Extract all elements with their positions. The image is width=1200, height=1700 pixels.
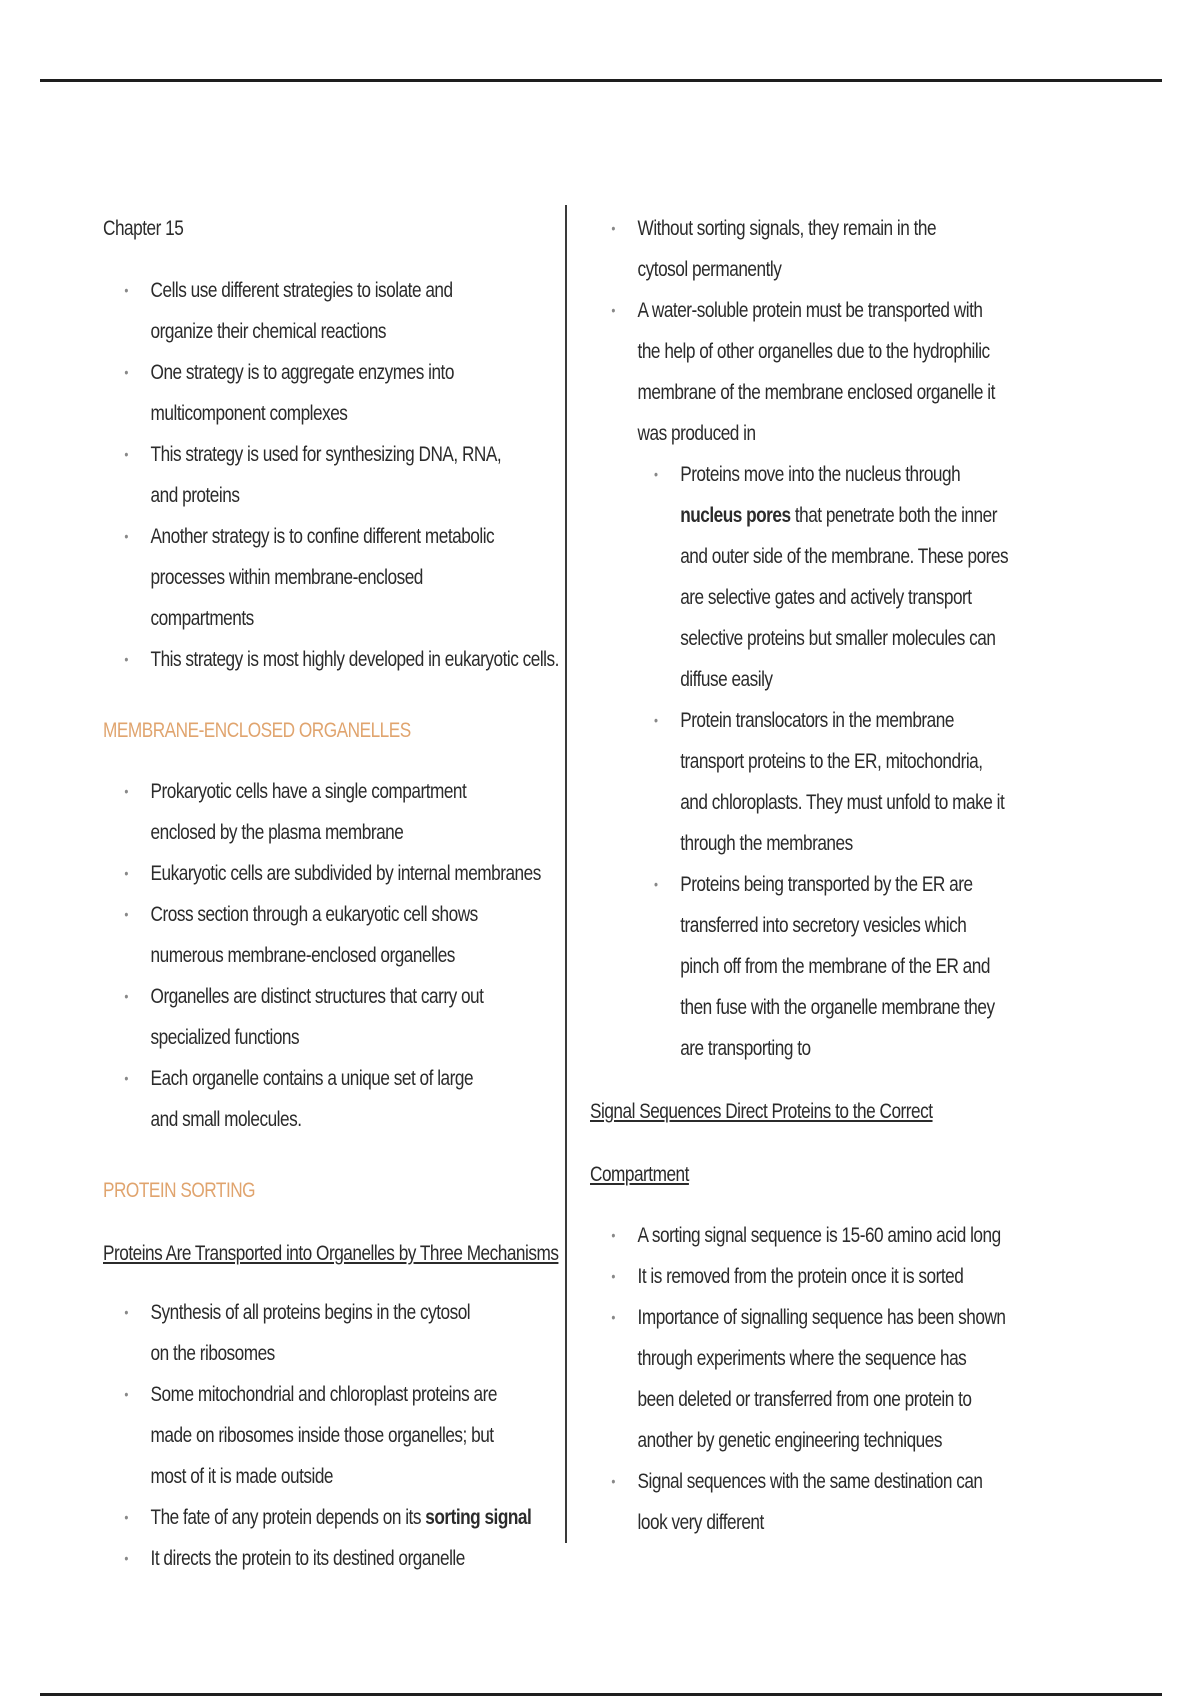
- list-item: • Signal sequences with the same destination can look very different: [590, 1461, 998, 1543]
- list-item: • Eukaryotic cells are subdivided by internal membranes: [103, 853, 561, 894]
- bullet-icon: •: [124, 1070, 128, 1086]
- bullet-icon: •: [124, 528, 128, 544]
- bullet-icon: •: [611, 1268, 615, 1284]
- top-bullet-list: [590, 208, 1074, 454]
- list-item: • Protein translocators in the membrane transport proteins to the ER, mitochondria, and chloroplasts. They must unfold to make it through the membranes: [633, 700, 1009, 864]
- left-column: [103, 208, 595, 1579]
- bullet-icon: •: [653, 876, 658, 892]
- sorting-signal-term: sorting signal: [425, 1506, 532, 1529]
- list-item: • Cross section through a eukaryotic cell shows numerous membrane-enclosed organelles: [103, 894, 495, 976]
- list-item: • Organelles are distinct structures that carry out specialized functions: [103, 976, 520, 1058]
- footer-rule: [40, 1693, 1162, 1696]
- section-heading-organelles: MEMBRANE-ENCLOSED ORGANELLES: [103, 719, 411, 742]
- intro-bullet-list: [103, 270, 595, 680]
- list-item: • A sorting signal sequence is 15-60 amino acid long: [590, 1215, 1048, 1256]
- list-item: • Proteins move into the nucleus through nucleus pores that penetrate both the inner and outer side of the membrane. These pores are selective gates and actively transport selective proteins but smaller molecules can diffuse easily: [633, 454, 1009, 700]
- bullet-icon: •: [611, 1227, 615, 1243]
- right-column: [590, 208, 1074, 1543]
- list-item: • Another strategy is to confine different metabolic processes within membrane-enclosed compartments: [103, 516, 515, 639]
- bullet-icon: •: [124, 651, 128, 667]
- bullet-icon: •: [611, 1473, 615, 1489]
- bullet-icon: •: [124, 1509, 128, 1525]
- nested-bullet-list: [633, 454, 1074, 1069]
- header-rule: [40, 79, 1162, 82]
- list-item: • The fate of any protein depends on its sorting signal: [103, 1497, 561, 1538]
- bullet-icon: •: [653, 466, 658, 482]
- subsection-heading-compartment: Compartment: [590, 1163, 689, 1186]
- subsection-heading-signal-sequences: Signal Sequences Direct Proteins to the Correct: [590, 1100, 933, 1123]
- bullet-icon: •: [124, 1550, 128, 1566]
- bullet-icon: •: [611, 220, 615, 236]
- list-item: • This strategy is most highly developed in eukaryotic cells.: [103, 639, 561, 680]
- list-item: • Proteins being transported by the ER are transferred into secretory vesicles which pinch off from the membrane of the ER and then fuse with the organelle membrane they are transporting to: [633, 864, 1009, 1069]
- sorting-bullet-list: [103, 1292, 595, 1579]
- bullet-icon: •: [653, 712, 658, 728]
- bullet-icon: •: [124, 906, 128, 922]
- list-item: • Prokaryotic cells have a single compartment enclosed by the plasma membrane: [103, 771, 520, 853]
- list-item: • Synthesis of all proteins begins in the cytosol on the ribosomes: [103, 1292, 487, 1374]
- list-item: • Without sorting signals, they remain in the cytosol permanently: [590, 208, 966, 290]
- bullet-icon: •: [124, 1386, 128, 1402]
- list-item: • A water-soluble protein must be transported with the help of other organelles due to the hydrophilic membrane of the membrane enclosed organelle it was produced in: [590, 290, 1007, 454]
- bullet-icon: •: [124, 1304, 128, 1320]
- list-item: • It directs the protein to its destined organelle: [103, 1538, 561, 1579]
- list-item: • Importance of signalling sequence has been shown through experiments where the sequence has been deleted or transferred from one protein to another by genetic engineering techniques: [590, 1297, 1007, 1461]
- nucleus-pores-term: nucleus pores: [680, 504, 791, 527]
- signal-bullet-list: [590, 1215, 1074, 1543]
- bullet-icon: •: [611, 302, 615, 318]
- list-item: • Cells use different strategies to isolate and organize their chemical reactions: [103, 270, 503, 352]
- chapter-title: Chapter 15: [103, 217, 184, 240]
- bullet-icon: •: [124, 865, 128, 881]
- subsection-heading-three-mechanisms: Proteins Are Transported into Organelles by Three Mechanisms: [103, 1242, 559, 1265]
- bullet-icon: •: [124, 783, 128, 799]
- section-heading-protein-sorting: PROTEIN SORTING: [103, 1179, 256, 1202]
- list-item: • One strategy is to aggregate enzymes into multicomponent complexes: [103, 352, 503, 434]
- bullet-icon: •: [611, 1309, 615, 1325]
- bullet-icon: •: [124, 446, 128, 462]
- bullet-icon: •: [124, 364, 128, 380]
- list-item: • It is removed from the protein once it is sorted: [590, 1256, 1048, 1297]
- bullet-icon: •: [124, 988, 128, 1004]
- list-item: • Some mitochondrial and chloroplast proteins are made on ribosomes inside those organelles; but most of it is made outside: [103, 1374, 520, 1497]
- organelles-bullet-list: [103, 771, 595, 1140]
- list-item: • Each organelle contains a unique set of large and small molecules.: [103, 1058, 495, 1140]
- list-item: • This strategy is used for synthesizing DNA, RNA, and proteins: [103, 434, 503, 516]
- bullet-icon: •: [124, 282, 128, 298]
